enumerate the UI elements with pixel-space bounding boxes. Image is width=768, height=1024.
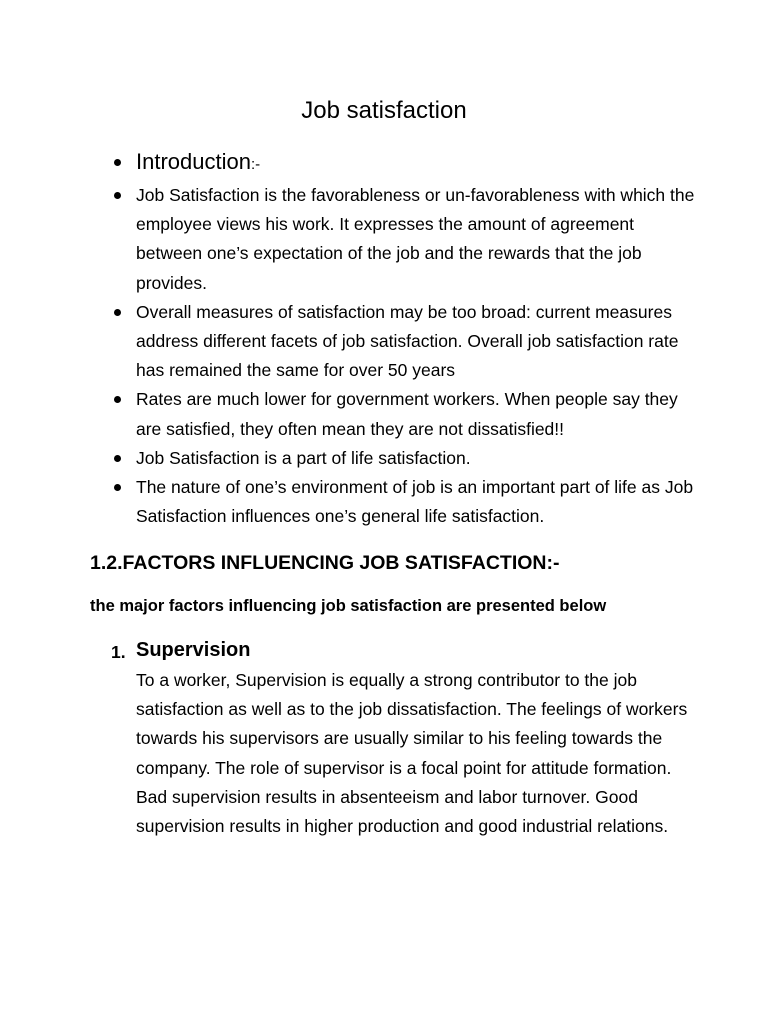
intro-bullet-text: Rates are much lower for government workers. When people say they are satisfied, they often mean they are not dissatisfied!!: [136, 389, 678, 439]
factor-number: 1.: [111, 642, 126, 662]
intro-heading-text: Introduction: [136, 149, 251, 174]
intro-heading-suffix: :-: [250, 156, 261, 173]
factor-body: To a worker, Supervision is equally a strong contributor to the job satisfaction as well as to the job dissatisfaction. The feelings of workers towards his supervisors are usually similar to his feeling towards the company. The role of supervisor is a focal point for attitude formation. Bad supervision results in absenteeism and labor turnover. Good supervision results in higher production and good industrial relations.: [136, 670, 688, 837]
factor-title: Supervision: [136, 639, 251, 661]
bullet-icon: [114, 192, 121, 199]
intro-bullet-text: Job Satisfaction is a part of life satisfaction.: [136, 447, 471, 468]
intro-bullet-list: [0, 181, 700, 531]
intro-bullet-text: Job Satisfaction is the favorableness or un-favorableness with which the employee views his work. It expresses the amount of agreement between one’s expectation of the job and the rewards that the job provides.: [136, 185, 695, 293]
intro-bullet-item: [0, 473, 700, 531]
section-heading: 1.2.FACTORS INFLUENCING JOB SATISFACTION:-: [90, 552, 560, 574]
section-subheading: the major factors influencing job satisfaction are presented below: [90, 597, 607, 615]
bullet-icon: [114, 309, 121, 316]
bullet-icon: [114, 159, 121, 166]
bullet-icon: [114, 484, 121, 491]
intro-bullet-item: [0, 298, 700, 386]
bullet-icon: [114, 396, 121, 403]
intro-bullet-text: The nature of one’s environment of job is an important part of life as Job Satisfaction influences one’s general life satisfaction.: [136, 477, 694, 527]
intro-bullet-text: Overall measures of satisfaction may be too broad: current measures address different facets of job satisfaction. Overall job satisfaction rate has remained the same for over 50 years: [136, 301, 679, 381]
intro-bullet-item: [0, 181, 700, 298]
intro-bullet-item: [0, 385, 700, 443]
intro-heading-list: [0, 145, 260, 181]
bullet-icon: [114, 455, 121, 462]
intro-heading: [0, 145, 260, 181]
document-title: Job satisfaction: [301, 97, 467, 124]
intro-bullet-item: [0, 444, 700, 473]
